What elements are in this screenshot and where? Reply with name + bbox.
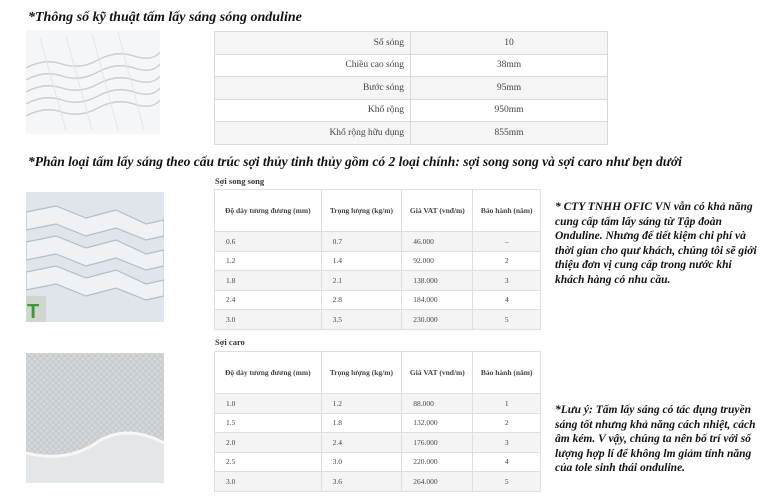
cell-warranty: – (473, 232, 541, 252)
cell-price: 46.000 (402, 232, 473, 252)
spec-row (215, 54, 608, 77)
cell-warranty: 2 (473, 413, 541, 433)
spec-row (215, 32, 608, 55)
spec-value: 855mm (411, 122, 608, 145)
cell-thickness: 3.0 (215, 472, 322, 492)
col-warranty: Bảo hành (năm) (473, 190, 541, 232)
parallel-fiber-sheet-photo (26, 192, 164, 322)
company-note: * CTY TNHH OFIC VN vẫn có khả năng cung cấp tấm lấy sáng từ Tập đoàn Onduline. Nhưng để tiết kiệm chi phí và thời gian cho quư khách, chúng tôi sẽ giới thiệu đơn vị cung cấp trong nước khi khách hàng có nhu cầu. (555, 201, 757, 286)
spec-value: 38mm (411, 54, 608, 77)
table-row (215, 433, 541, 453)
cell-price: 184.000 (402, 290, 473, 310)
table-row (215, 271, 541, 291)
parallel-price-table (214, 189, 541, 330)
cell-weight: 3.0 (321, 452, 402, 472)
table-row (215, 394, 541, 414)
cell-warranty: 5 (473, 310, 541, 330)
cell-thickness: 0.6 (215, 232, 322, 252)
parallel-label: Sợi song song (215, 176, 265, 186)
corrugated-sheet-photo (26, 30, 160, 134)
cell-weight: 1.4 (321, 251, 402, 271)
cell-weight: 2.1 (321, 271, 402, 291)
cell-warranty: 3 (473, 271, 541, 291)
cell-price: 132.000 (402, 413, 473, 433)
table-row (215, 472, 541, 492)
col-thickness: Độ dày tương đương (mm) (215, 190, 322, 232)
spec-value: 95mm (411, 77, 608, 100)
col-price: Giá VAT (vnđ/m) (402, 190, 473, 232)
spec-value: 10 (411, 32, 608, 55)
photo-letter: T (27, 301, 40, 322)
cell-thickness: 2.5 (215, 452, 322, 472)
cell-warranty: 5 (473, 472, 541, 492)
caution-note: *Lưu ý: Tấm lấy sáng có tác dụng truyền sáng tốt nhưng khả năng cách nhiệt, cách âm kém. V vậy, chúng ta nên bố trí với số lượng hợp lí để không lm giảm tính năng của tole sinh thái onduline. (555, 404, 756, 474)
table-row (215, 290, 541, 310)
cell-thickness: 3.0 (215, 310, 322, 330)
cell-warranty: 2 (473, 251, 541, 271)
cell-weight: 1.2 (321, 394, 402, 414)
cell-thickness: 1.8 (215, 271, 322, 291)
spec-label: Số sóng (215, 32, 411, 55)
cell-price: 138.000 (402, 271, 473, 291)
cell-warranty: 3 (473, 433, 541, 453)
col-weight: Trọng lượng (kg/m) (321, 190, 402, 232)
cell-thickness: 1.2 (215, 251, 322, 271)
cell-weight: 1.8 (321, 413, 402, 433)
cell-warranty: 4 (473, 290, 541, 310)
caro-price-table (214, 351, 541, 492)
col-warranty: Bảo hành (năm) (473, 352, 541, 394)
spec-label: Bước sóng (215, 77, 411, 100)
cell-weight: 3.5 (321, 310, 402, 330)
cell-price: 176.000 (402, 433, 473, 453)
cell-warranty: 1 (473, 394, 541, 414)
spec-row (215, 99, 608, 122)
table-row (215, 310, 541, 330)
cell-weight: 0.7 (321, 232, 402, 252)
cell-price: 92.000 (402, 251, 473, 271)
caro-fiber-sheet-photo (26, 353, 164, 483)
spec-row (215, 77, 608, 100)
cell-thickness: 1.5 (215, 413, 322, 433)
cell-price: 220.000 (402, 452, 473, 472)
table-row (215, 251, 541, 271)
spec-row (215, 122, 608, 145)
cell-price: 88.000 (402, 394, 473, 414)
table-row (215, 232, 541, 252)
spec-label: Chiều cao sóng (215, 54, 411, 77)
table-row (215, 413, 541, 433)
cell-weight: 2.4 (321, 433, 402, 453)
cell-thickness: 2.4 (215, 290, 322, 310)
cell-price: 264.000 (402, 472, 473, 492)
cell-warranty: 4 (473, 452, 541, 472)
classification-heading: *Phân loại tấm lấy sáng theo cấu trúc sợi thủy tinh thủy gồm có 2 loại chính: sợi song song và sợi caro như bẹn dưới (28, 154, 682, 169)
spec-table (214, 31, 608, 145)
cell-thickness: 1.0 (215, 394, 322, 414)
col-price: Giá VAT (vnđ/m) (402, 352, 473, 394)
table-row (215, 452, 541, 472)
cell-thickness: 2.0 (215, 433, 322, 453)
col-weight: Trọng lượng (kg/m) (321, 352, 402, 394)
spec-label: Khổ rộng hữu dụng (215, 122, 411, 145)
cell-weight: 2.8 (321, 290, 402, 310)
cell-price: 230.000 (402, 310, 473, 330)
spec-label: Khổ rộng (215, 99, 411, 122)
spec-value: 950mm (411, 99, 608, 122)
cell-weight: 3.6 (321, 472, 402, 492)
caro-label: Sợi caro (215, 337, 245, 347)
spec-heading: *Thông số kỹ thuật tấm lấy sáng sóng onduline (28, 10, 302, 25)
col-thickness: Độ dày tương đương (mm) (215, 352, 322, 394)
